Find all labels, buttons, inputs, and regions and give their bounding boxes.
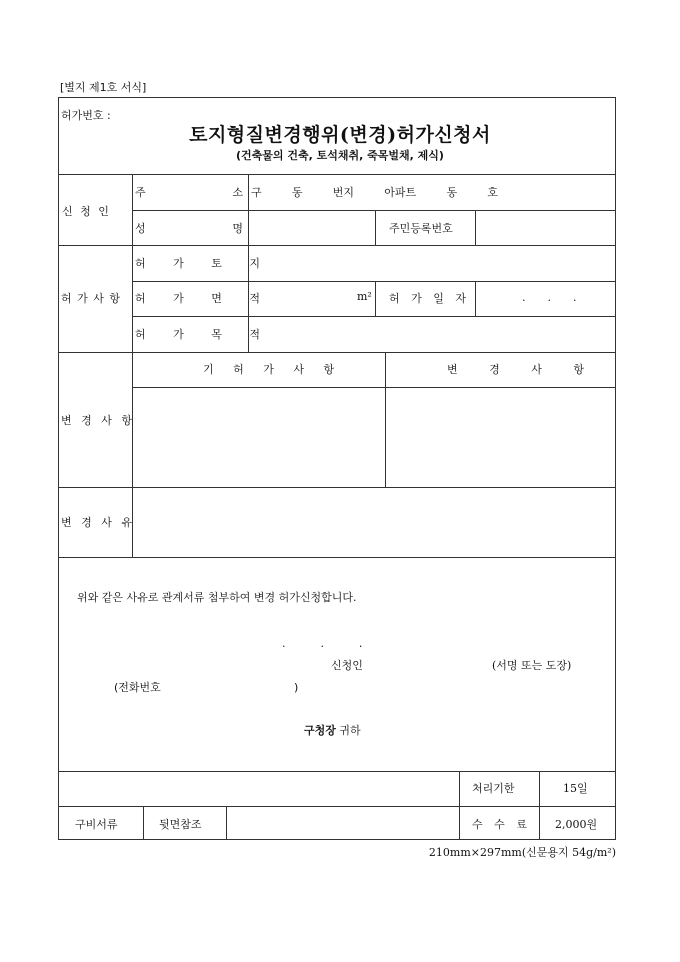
permit-purpose-field[interactable] xyxy=(249,317,615,351)
divider xyxy=(58,352,616,353)
permit-area-field[interactable] xyxy=(249,282,349,315)
permit-purpose-label: 허 가 목 적 xyxy=(135,328,272,341)
documents-value: 뒷면참조 xyxy=(159,818,202,831)
divider xyxy=(58,806,616,807)
divider xyxy=(459,771,460,840)
address-part-ho: 호 xyxy=(487,186,498,199)
resident-number-field[interactable] xyxy=(476,211,615,244)
change-items-field[interactable] xyxy=(386,388,615,486)
address-part-apartment: 아파트 xyxy=(384,186,417,199)
reason-section-label: 변 경 사 유 xyxy=(61,516,135,529)
name-label-text xyxy=(135,223,243,234)
permit-land-field[interactable] xyxy=(249,246,615,280)
documents-label: 구비서류 xyxy=(75,818,118,831)
phone-label: (전화번호 xyxy=(114,681,161,694)
permit-date-field[interactable]: . . . xyxy=(522,291,582,304)
divider xyxy=(58,174,616,175)
permit-section-label: 허 가 사 항 xyxy=(61,292,121,305)
divider xyxy=(475,281,476,316)
divider xyxy=(375,210,376,245)
divider xyxy=(539,771,540,840)
divider xyxy=(226,806,227,840)
divider xyxy=(58,771,616,772)
applicant-signature-label: 신청인 xyxy=(331,659,363,672)
paper-spec: 210mm×297mm(신문용지 54g/m²) xyxy=(428,846,616,859)
page-subtitle: (건축물의 건축, 토석채취, 죽목벌채, 제식) xyxy=(236,149,444,162)
divider xyxy=(132,281,616,282)
address-part-apt-dong: 동 xyxy=(446,186,458,199)
label-char: 소 xyxy=(232,186,243,199)
address-part-dong: 동 xyxy=(291,186,303,199)
permit-area-label: 허 가 면 적 xyxy=(135,292,272,305)
recipient-honorific: 귀하 xyxy=(339,724,361,737)
fee-label: 수 수 료 xyxy=(472,818,531,831)
resident-number-label: 주민등록번호 xyxy=(389,222,453,235)
deadline-value: 15일 xyxy=(563,782,588,795)
name-label xyxy=(135,223,243,234)
permit-land-label: 허 가 토 지 xyxy=(135,257,272,270)
form-number-label: [별지 제1호 서식] xyxy=(60,81,147,94)
address-label-text xyxy=(135,187,243,198)
existing-permit-header: 기 허 가 사 항 xyxy=(203,363,343,376)
address-part-gu: 구 xyxy=(251,186,262,199)
permit-number-label: 허가번호 : xyxy=(61,109,111,122)
change-items-header: 변 경 사 항 xyxy=(447,363,598,376)
label-char: 주 xyxy=(135,186,146,199)
recipient xyxy=(304,725,361,736)
permit-date-label: 허 가 일 자 xyxy=(389,292,470,305)
signature-hint: (서명 또는 도장) xyxy=(492,659,572,672)
label-char: 성 xyxy=(135,222,146,235)
phone-field[interactable] xyxy=(175,676,290,698)
applicant-section-label: 신 청 인 xyxy=(62,205,111,218)
application-date[interactable]: . . . xyxy=(282,637,363,650)
divider xyxy=(375,281,376,316)
deadline-label: 처리기한 xyxy=(472,782,515,795)
page-title: 토지형질변경행위(변경)허가신청서 xyxy=(189,124,491,146)
fee-value: 2,000원 xyxy=(555,818,598,831)
divider xyxy=(143,806,144,840)
area-unit: m² xyxy=(357,290,372,303)
declaration-statement: 위와 같은 사유로 관계서류 첨부하여 변경 허가신청합니다. xyxy=(77,591,357,604)
reason-field[interactable] xyxy=(133,488,615,556)
existing-permit-field[interactable] xyxy=(133,388,384,486)
address-part-bunji: 번지 xyxy=(332,186,355,199)
recipient-name: 구청장 xyxy=(304,724,336,737)
divider xyxy=(58,557,616,558)
label-char: 명 xyxy=(232,222,243,235)
phone-close: ) xyxy=(294,681,299,694)
name-field[interactable] xyxy=(249,211,374,244)
address-field[interactable] xyxy=(251,187,498,198)
address-label xyxy=(135,187,243,198)
changes-section-label: 변 경 사 항 xyxy=(61,414,135,427)
